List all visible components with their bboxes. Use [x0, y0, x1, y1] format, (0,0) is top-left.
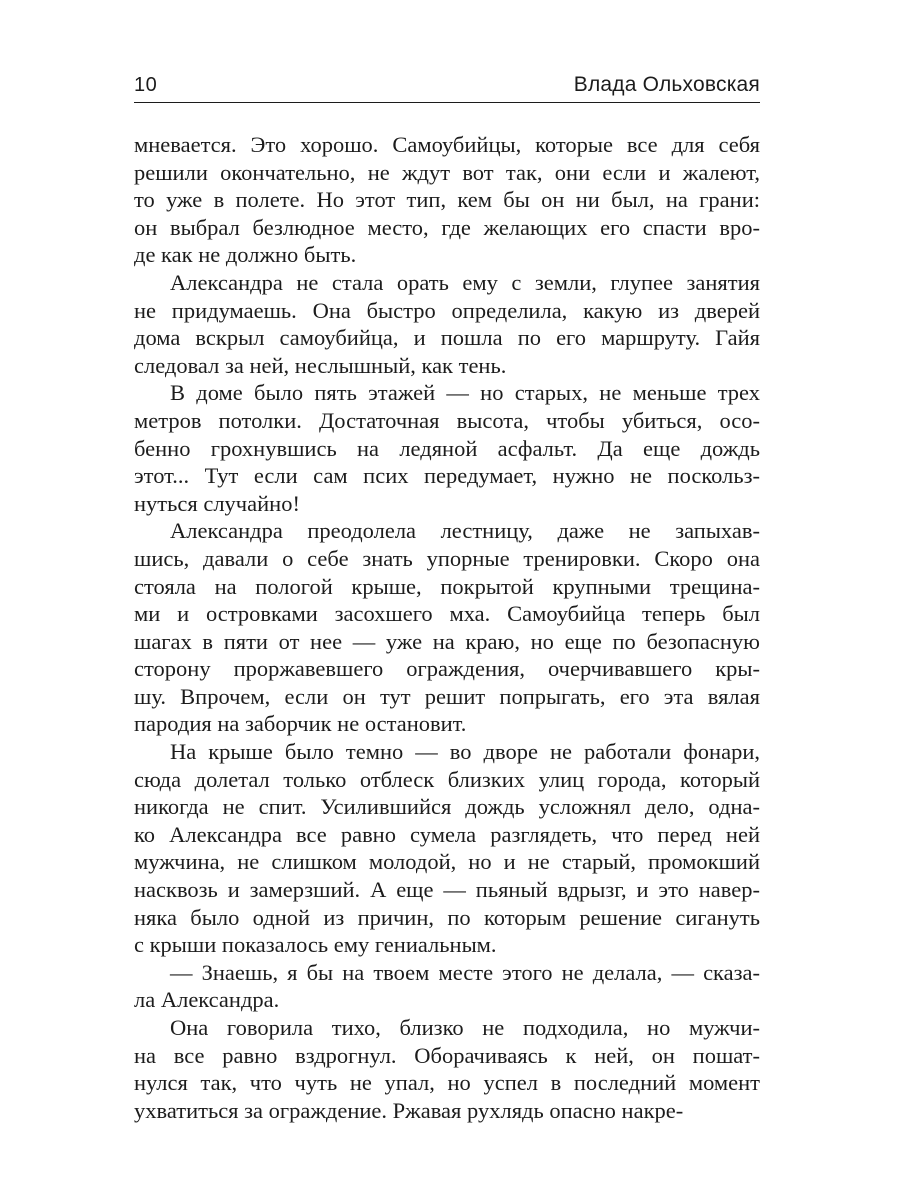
text-line: то уже в полете. Но этот тип, кем бы он ни был, на грани:	[134, 187, 760, 213]
text-line: — Знаешь, я бы на твоем месте этого не делала, — сказа-	[170, 959, 760, 985]
text-line: мужчина, не слишком молодой, но и не старый, промокший	[134, 849, 760, 875]
text-line: дома вскрыл самоубийца, и пошла по его маршруту. Гайя	[134, 325, 760, 351]
text-line: мневается. Это хорошо. Самоубийцы, которые все для себя	[134, 132, 760, 157]
text-line: сторону проржавевшего ограждения, очерчивавшего кры-	[134, 656, 760, 682]
paragraph	[134, 269, 760, 379]
paragraph	[134, 959, 760, 1014]
text-line: Александра не стала орать ему с земли, глупее занятия	[170, 269, 760, 295]
paragraph	[134, 131, 760, 269]
text-line: стояла на пологой крыше, покрытой крупными трещина-	[134, 573, 760, 599]
running-header	[134, 0, 760, 103]
paragraph	[134, 1014, 760, 1124]
paragraph	[134, 379, 760, 517]
text-line: следовал за ней, неслышный, как тень.	[134, 352, 507, 378]
text-line: он выбрал безлюдное место, где желающих его спасти вро-	[134, 214, 760, 240]
text-line: шись, давали о себе знать упорные тренировки. Скоро она	[134, 545, 760, 571]
text-line: нулся так, что чуть не упал, но успел в последний момент	[134, 1070, 760, 1096]
text-block	[134, 0, 760, 1124]
page-body	[134, 131, 760, 1124]
text-line: ко Александра все равно сумела разглядеть, что перед ней	[134, 821, 760, 847]
text-line: метров потолки. Достаточная высота, чтобы убиться, осо-	[134, 407, 760, 433]
text-line: не придумаешь. Она быстро определила, какую из дверей	[134, 297, 760, 323]
text-line: няка было одной из причин, по которым решение сигануть	[134, 904, 760, 930]
page-number: 10	[134, 74, 158, 96]
text-line: сюда долетал только отблеск близких улиц города, который	[134, 766, 760, 792]
text-line: На крыше было темно — во дворе не работали фонари,	[170, 739, 760, 765]
paragraph	[134, 738, 760, 959]
text-line: решили окончательно, не ждут вот так, они если и жалеют,	[134, 159, 760, 185]
paragraph	[134, 517, 760, 738]
text-line: Александра преодолела лестницу, даже не запыхав-	[170, 518, 760, 544]
text-line: ми и островками засохшего мха. Самоубийца теперь был	[134, 601, 760, 627]
text-line: Она говорила тихо, близко не подходила, но мужчи-	[170, 1015, 760, 1040]
text-line: шу. Впрочем, если он тут решит попрыгать, его эта вялая	[134, 683, 760, 709]
text-line: шагах в пяти от нее — уже на краю, но еще по безопасную	[134, 628, 760, 654]
text-line: ухватиться за ограждение. Ржавая рухлядь опасно накре-	[134, 1097, 684, 1123]
text-line: этот... Тут если сам псих передумает, нужно не поскольз-	[134, 463, 760, 489]
text-line: с крыши показалось ему гениальным.	[134, 932, 497, 958]
text-line: никогда не спит. Усилившийся дождь усложнял дело, одна-	[134, 794, 760, 820]
running-header-author: Влада Ольховская	[573, 73, 760, 96]
text-line: бенно грохнувшись на ледяной асфальт. Да еще дождь	[134, 435, 760, 461]
text-line: насквозь и замерзший. А еще — пьяный вдрызг, и это навер-	[134, 877, 760, 903]
text-line: на все равно вздрогнул. Оборачиваясь к ней, он пошат-	[134, 1042, 760, 1068]
text-line: В доме было пять этажей — но старых, не меньше трех	[170, 380, 760, 406]
text-line: нуться случайно!	[134, 490, 300, 516]
text-line: пародия на заборчик не остановит.	[134, 711, 467, 737]
text-line: де как не должно быть.	[134, 242, 357, 268]
text-line: ла Александра.	[134, 987, 280, 1013]
